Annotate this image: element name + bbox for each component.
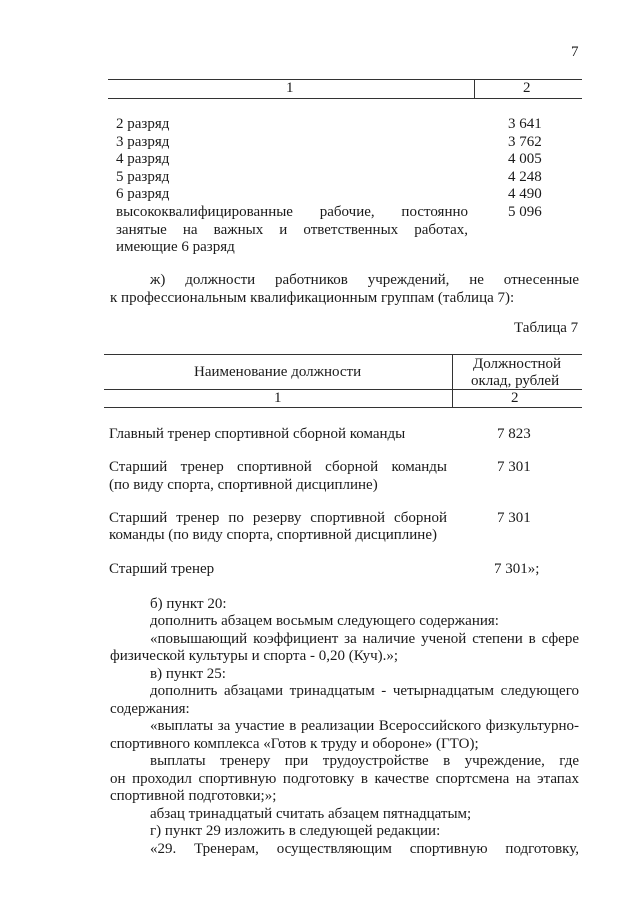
table-7-row-label: Старший тренер xyxy=(109,561,215,577)
table-7-top-border xyxy=(104,354,582,355)
body-line: «выплаты за участие в реализации Всероссийского физкультурно- xyxy=(150,718,579,734)
table-6-row-value: 4 005 xyxy=(508,151,542,167)
table-6-col-header-1: 1 xyxy=(286,80,294,96)
subitem-b: б) пункт 20: xyxy=(150,596,227,612)
table-6-last-row-label-line: высококвалифицированные рабочие, постоянно xyxy=(116,204,468,220)
body-line: содержания: xyxy=(110,701,190,717)
table-6-header-bottom-border xyxy=(108,98,582,99)
body-line: абзац тринадцатый считать абзацем пятнадцатым; xyxy=(150,806,472,822)
body-line: дополнить абзацами тринадцатым - четырнадцатым следующего xyxy=(150,683,579,699)
table-7-row-label: (по виду спорта, спортивной дисциплине) xyxy=(109,477,378,493)
body-line: он проходил спортивную подготовку в качестве спортсмена на этапах xyxy=(110,771,579,787)
table-7-row-value: 7 301 xyxy=(497,459,531,475)
table-6-top-border xyxy=(108,79,582,80)
table-7-row-label: Старший тренер по резерву спортивной сборной xyxy=(109,510,447,526)
table-7-row-value: 7 823 xyxy=(497,426,531,442)
table-6-row-value: 3 641 xyxy=(508,116,542,132)
table-7-header-salary-line: оклад, рублей xyxy=(471,373,560,389)
table-6-row-label: 3 разряд xyxy=(116,134,170,150)
body-line: спортивного комплекса «Готов к труду и обороне» (ГТО); xyxy=(110,736,479,752)
body-line: выплаты тренеру при трудоустройстве в учреждение, где xyxy=(150,753,579,769)
table-7-row-value: 7 301»; xyxy=(494,561,540,577)
table-7-row-label: Старший тренер спортивной сборной команды xyxy=(109,459,447,475)
table-6-row-label: 4 разряд xyxy=(116,151,170,167)
table-6-row-label: 2 разряд xyxy=(116,116,170,132)
table-6-last-row-label-line: занятые на важных и ответственных работах, xyxy=(116,222,468,238)
table-7-header-name: Наименование должности xyxy=(194,364,362,380)
table-7-header-salary-line: Должностной xyxy=(473,356,562,372)
table-7-col-header-2: 2 xyxy=(511,390,519,406)
table-7-caption: Таблица 7 xyxy=(514,320,579,336)
body-line: физической культуры и спорта - 0,20 (Куч).»; xyxy=(110,648,399,664)
table-6-last-row-label-line: имеющие 6 разряд xyxy=(116,239,235,255)
table-6-row-value: 3 762 xyxy=(508,134,542,150)
body-line: спортивной подготовки;»; xyxy=(110,788,277,804)
table-6-col-header-2: 2 xyxy=(523,80,531,96)
table-6-row-label: 6 разряд xyxy=(116,186,170,202)
table-6-last-row-value: 5 096 xyxy=(508,204,542,220)
paragraph-zh-line: ж) должности работников учреждений, не отнесенные xyxy=(150,272,579,288)
table-6-row-value: 4 490 xyxy=(508,186,542,202)
subitem-v: в) пункт 25: xyxy=(150,666,226,682)
table-6-row-value: 4 248 xyxy=(508,169,542,185)
table-7-row-label: Главный тренер спортивной сборной команды xyxy=(109,426,406,442)
subitem-g: г) пункт 29 изложить в следующей редакции: xyxy=(150,823,441,839)
table-7-row-label: команды (по виду спорта, спортивной дисциплине) xyxy=(109,527,437,543)
table-7-column-divider xyxy=(452,354,453,407)
table-7-row-value: 7 301 xyxy=(497,510,531,526)
body-line: «повышающий коэффициент за наличие ученой степени в сфере xyxy=(150,631,579,647)
table-6-row-label: 5 разряд xyxy=(116,169,170,185)
table-6-column-divider xyxy=(474,79,475,98)
paragraph-zh-line: к профессиональным квалификационным группам (таблица 7): xyxy=(110,290,515,306)
body-line: дополнить абзацем восьмым следующего содержания: xyxy=(150,613,499,629)
table-7-col-header-1: 1 xyxy=(274,390,282,406)
page-number: 7 xyxy=(571,44,579,60)
body-line: «29. Тренерам, осуществляющим спортивную подготовку, xyxy=(150,841,579,857)
